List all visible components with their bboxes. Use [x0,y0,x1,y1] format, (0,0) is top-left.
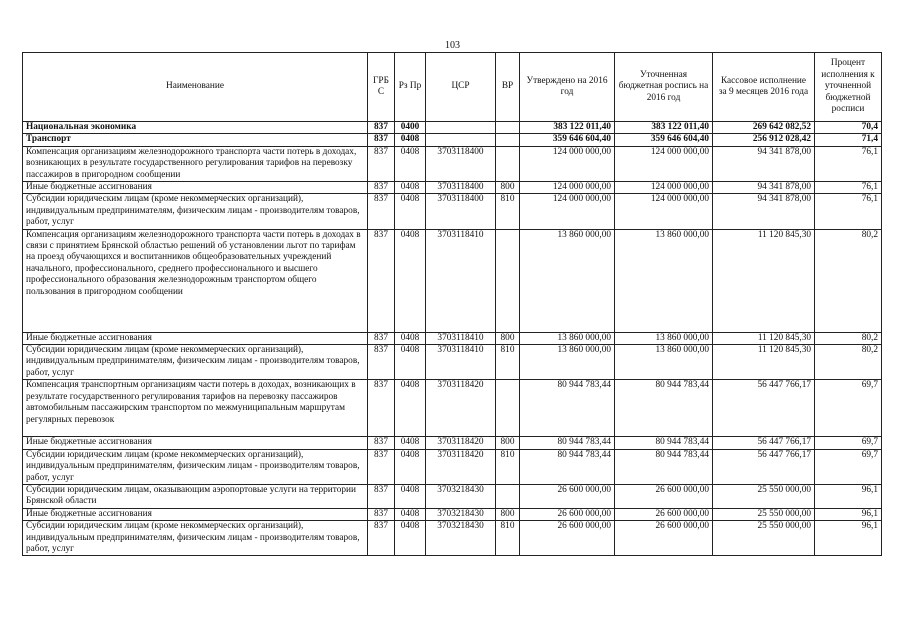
cell-grbs: 837 [368,332,395,344]
cell-cash: 94 341 878,00 [713,194,815,229]
cell-refined: 124 000 000,00 [615,146,713,181]
cell-csr: 3703118410 [426,332,496,344]
cell-csr: 3703118410 [426,345,496,380]
cell-approved: 26 600 000,00 [520,508,615,520]
cell-cash: 11 120 845,30 [713,345,815,380]
cell-refined: 383 122 011,40 [615,122,713,134]
table-row [23,449,882,484]
cell-grbs: 837 [368,194,395,229]
cell-vr [496,380,520,437]
table-row [23,437,882,449]
cell-cash: 25 550 000,00 [713,508,815,520]
cell-grbs: 837 [368,345,395,380]
cell-refined: 80 944 783,44 [615,437,713,449]
cell-vr [496,229,520,332]
cell-grbs: 837 [368,182,395,194]
table-row [23,194,882,229]
cell-refined: 80 944 783,44 [615,449,713,484]
cell-refined: 26 600 000,00 [615,521,713,556]
cell-name: Субсидии юридическим лицам (кроме некоммерческих организаций), индивидуальным предпринимателям, физическим лицам - производителям товаров, работ, услуг [23,345,368,380]
cell-cash: 269 642 082,52 [713,122,815,134]
table-row [23,332,882,344]
cell-rzpr: 0408 [395,194,426,229]
cell-refined: 80 944 783,44 [615,380,713,437]
cell-csr: 3703118420 [426,380,496,437]
cell-cash: 256 912 028,42 [713,134,815,146]
cell-rzpr: 0408 [395,146,426,181]
cell-rzpr: 0408 [395,437,426,449]
cell-grbs: 837 [368,122,395,134]
cell-cash: 56 447 766,17 [713,437,815,449]
cell-percent: 70,4 [815,122,882,134]
cell-vr: 800 [496,437,520,449]
header-row [23,53,882,122]
cell-vr: 810 [496,345,520,380]
cell-csr: 3703218430 [426,484,496,508]
cell-vr [496,484,520,508]
cell-percent: 76,1 [815,146,882,181]
cell-refined: 13 860 000,00 [615,229,713,332]
cell-name: Компенсация транспортным организациям части потерь в доходах, возникающих в результате государственного регулирования тарифов на перевозку пассажиров автомобильным пассажирским транспортом по межмуниципальным маршрутам регулярных перевозок [23,380,368,437]
cell-rzpr: 0408 [395,521,426,556]
cell-rzpr: 0400 [395,122,426,134]
page-number: 103 [445,40,460,51]
cell-approved: 13 860 000,00 [520,332,615,344]
cell-name: Субсидии юридическим лицам (кроме некоммерческих организаций), индивидуальным предпринимателям, физическим лицам - производителям товаров, работ, услуг [23,449,368,484]
cell-name: Субсидии юридическим лицам (кроме некоммерческих организаций), индивидуальным предпринимателям, физическим лицам - производителям товаров, работ, услуг [23,521,368,556]
table-row [23,146,882,181]
cell-grbs: 837 [368,380,395,437]
cell-rzpr: 0408 [395,134,426,146]
cell-percent: 96,1 [815,521,882,556]
cell-rzpr: 0408 [395,332,426,344]
cell-grbs: 837 [368,437,395,449]
cell-refined: 13 860 000,00 [615,332,713,344]
cell-approved: 80 944 783,44 [520,449,615,484]
header-approved: Утверждено на 2016 год [520,53,615,122]
table-row [23,182,882,194]
cell-approved: 80 944 783,44 [520,437,615,449]
cell-name: Иные бюджетные ассигнования [23,508,368,520]
cell-name: Национальная экономика [23,122,368,134]
cell-grbs: 837 [368,146,395,181]
cell-csr: 3703118400 [426,146,496,181]
budget-table [22,52,882,556]
header-rzpr: Рз Пр [395,53,426,122]
cell-approved: 13 860 000,00 [520,229,615,332]
header-refined: Уточненная бюджетная роспись на 2016 год [615,53,713,122]
header-cash: Кассовое исполнение за 9 месяцев 2016 года [713,53,815,122]
cell-approved: 124 000 000,00 [520,194,615,229]
cell-csr: 3703218430 [426,521,496,556]
cell-vr: 810 [496,521,520,556]
table-row [23,521,882,556]
cell-refined: 26 600 000,00 [615,484,713,508]
cell-csr: 3703118400 [426,194,496,229]
cell-percent: 69,7 [815,437,882,449]
header-percent: Процент исполнения к уточненной бюджетной росписи [815,53,882,122]
cell-csr: 3703118400 [426,182,496,194]
table-row [23,122,882,134]
cell-rzpr: 0408 [395,380,426,437]
cell-percent: 69,7 [815,380,882,437]
cell-vr [496,134,520,146]
cell-name: Иные бюджетные ассигнования [23,332,368,344]
cell-csr: 3703118410 [426,229,496,332]
cell-csr [426,134,496,146]
cell-cash: 11 120 845,30 [713,332,815,344]
cell-percent: 80,2 [815,345,882,380]
cell-vr: 810 [496,449,520,484]
header-vr: ВР [496,53,520,122]
table-row [23,380,882,437]
cell-name: Компенсация организациям железнодорожного транспорта части потерь в доходах в связи с принятием Брянской областью решений об установлении льгот по тарифам на проезд обучающихся и воспитанников общеобразовательных учреждений начального, профессионального, среднего профессионального и высшего профессионального образования железнодорожным транспортом общего пользования в пригородном сообщении [23,229,368,332]
table-row [23,484,882,508]
table-row [23,229,882,332]
cell-name: Иные бюджетные ассигнования [23,437,368,449]
cell-cash: 11 120 845,30 [713,229,815,332]
cell-refined: 26 600 000,00 [615,508,713,520]
cell-name: Иные бюджетные ассигнования [23,182,368,194]
cell-vr: 800 [496,508,520,520]
cell-rzpr: 0408 [395,182,426,194]
cell-approved: 13 860 000,00 [520,345,615,380]
header-csr: ЦСР [426,53,496,122]
cell-cash: 94 341 878,00 [713,146,815,181]
cell-name: Субсидии юридическим лицам (кроме некоммерческих организаций), индивидуальным предпринимателям, физическим лицам - производителям товаров, работ, услуг [23,194,368,229]
cell-percent: 76,1 [815,194,882,229]
cell-approved: 26 600 000,00 [520,484,615,508]
header-name: Наименование [23,53,368,122]
cell-refined: 124 000 000,00 [615,182,713,194]
cell-name: Субсидии юридическим лицам, оказывающим аэропортовые услуги на территории Брянской области [23,484,368,508]
cell-csr: 3703118420 [426,449,496,484]
cell-percent: 96,1 [815,484,882,508]
cell-grbs: 837 [368,484,395,508]
cell-rzpr: 0408 [395,449,426,484]
cell-cash: 25 550 000,00 [713,484,815,508]
cell-approved: 124 000 000,00 [520,182,615,194]
cell-grbs: 837 [368,508,395,520]
cell-percent: 96,1 [815,508,882,520]
cell-name: Компенсация организациям железнодорожного транспорта части потерь в доходах, возникающих в результате государственного регулирования тарифов на перевозку пассажиров в пригородном сообщении [23,146,368,181]
cell-name: Транспорт [23,134,368,146]
cell-cash: 94 341 878,00 [713,182,815,194]
cell-approved: 359 646 604,40 [520,134,615,146]
cell-vr: 800 [496,332,520,344]
cell-percent: 71,4 [815,134,882,146]
cell-approved: 383 122 011,40 [520,122,615,134]
cell-refined: 13 860 000,00 [615,345,713,380]
cell-percent: 80,2 [815,229,882,332]
cell-grbs: 837 [368,229,395,332]
cell-refined: 359 646 604,40 [615,134,713,146]
cell-grbs: 837 [368,134,395,146]
cell-percent: 69,7 [815,449,882,484]
cell-vr: 800 [496,182,520,194]
cell-rzpr: 0408 [395,229,426,332]
table-row [23,345,882,380]
table-body [23,122,882,556]
cell-approved: 26 600 000,00 [520,521,615,556]
header-grbs: ГРБС [368,53,395,122]
cell-approved: 80 944 783,44 [520,380,615,437]
cell-cash: 56 447 766,17 [713,380,815,437]
cell-csr [426,122,496,134]
cell-refined: 124 000 000,00 [615,194,713,229]
cell-cash: 56 447 766,17 [713,449,815,484]
cell-vr: 810 [496,194,520,229]
cell-percent: 76,1 [815,182,882,194]
cell-csr: 3703118420 [426,437,496,449]
cell-percent: 80,2 [815,332,882,344]
table-row [23,134,882,146]
table-row [23,508,882,520]
cell-vr [496,146,520,181]
cell-grbs: 837 [368,449,395,484]
cell-rzpr: 0408 [395,345,426,380]
cell-rzpr: 0408 [395,484,426,508]
cell-approved: 124 000 000,00 [520,146,615,181]
cell-cash: 25 550 000,00 [713,521,815,556]
cell-vr [496,122,520,134]
cell-csr: 3703218430 [426,508,496,520]
cell-rzpr: 0408 [395,508,426,520]
cell-grbs: 837 [368,521,395,556]
